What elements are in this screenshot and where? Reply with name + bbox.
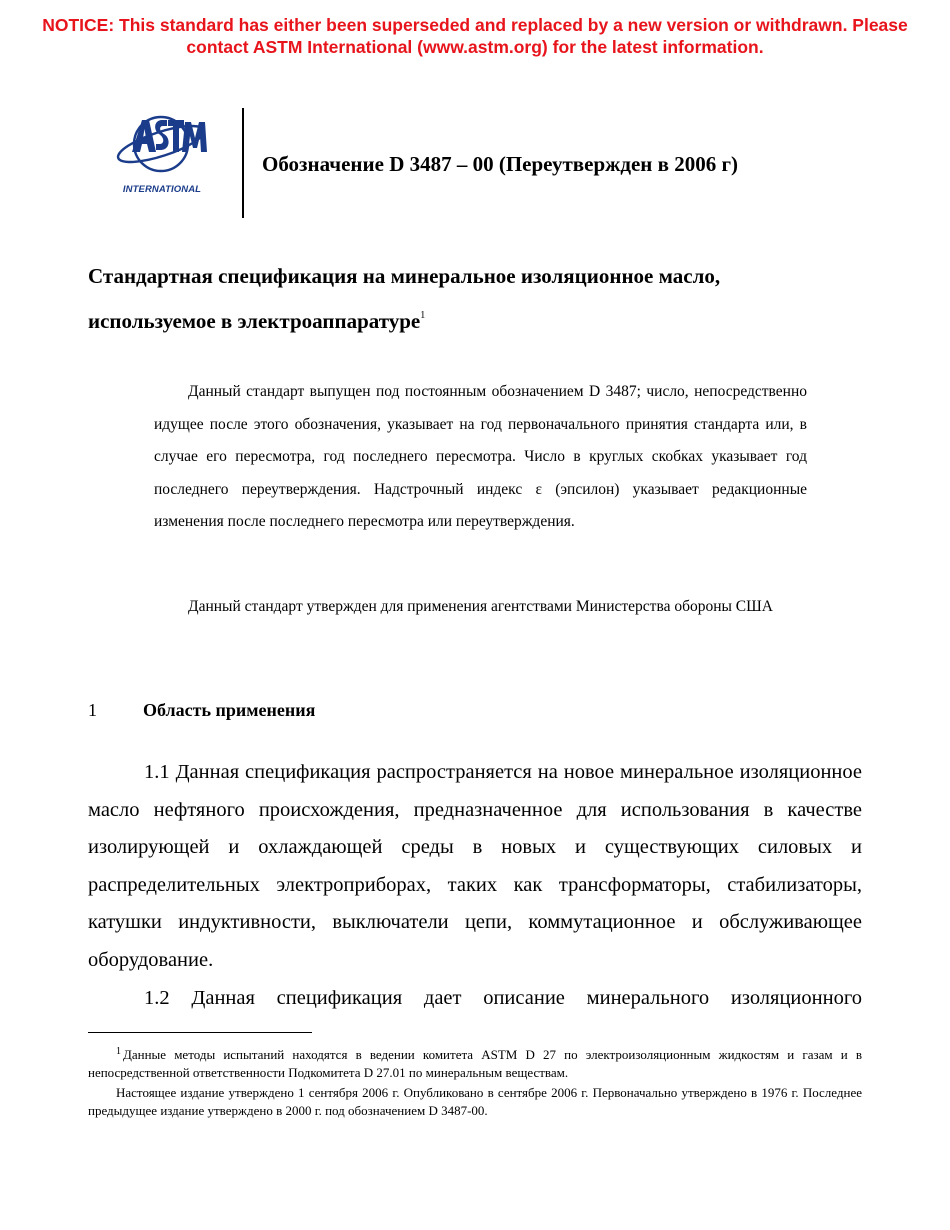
section-number: 1 [88, 700, 97, 720]
footnote-marker: 1 [116, 1046, 121, 1057]
title-footnote-ref: 1 [420, 310, 426, 321]
title-line-2 [88, 296, 868, 341]
logo-caption: INTERNATIONAL [122, 184, 202, 195]
header-divider [242, 108, 244, 218]
preamble-paragraph-2: Данный стандарт утвержден для применения агентствами Министерства обороны США [188, 598, 773, 615]
notice-line-1: NOTICE: This standard has either been superseded and replaced by a new version or withdrawn. Please [42, 15, 908, 35]
paragraph-1-1: 1.1 Данная спецификация распространяется на новое минеральное изоляционное масло нефтяного происхождения, предназначенное для использования в качестве изолирующей и охлаждающей среды в новых и существующих силовых и распределительных электроприборах, таких как трансформаторы, стабилизаторы, катушки индуктивности, выключатели цепи, коммутационное и обслуживающее оборудование. [88, 761, 862, 971]
preamble-paragraph-1: Данный стандарт выпущен под постоянным обозначением D 3487; число, непосредственно идущее после этого обозначения, указывает на год первоначального принятия стандарта или, в случае его пересмотра, год последнего пересмотра. Число в круглых скобках указывает год последнего переутверждения. Надстрочный индекс ε (эпсилон) указывает редакционные изменения после последнего пересмотра или переутверждения. [154, 383, 807, 530]
footnote-separator [88, 1032, 312, 1033]
notice-line-2: contact ASTM International (www.astm.org) for the latest information. [186, 37, 764, 57]
title-line-1: Стандартная спецификация на минеральное изоляционное масло, [88, 264, 721, 288]
footnote-2: Настоящее издание утверждено 1 сентября 2006 г. Опубликовано в сентябре 2006 г. Первоначально утверждено в 1976 г. Последнее предыдущее издание утверждено в 2000 г. под обозначением D 3487-00. [88, 1085, 862, 1118]
document-title [88, 256, 868, 341]
standard-designation: Обозначение D 3487 – 00 (Переутвержден в 2006 г) [262, 152, 739, 176]
title-line-2-text: используемое в электроаппаратуре [88, 309, 421, 333]
paragraph-1-2: 1.2 Данная спецификация дает описание минерального изоляционного [144, 987, 862, 1009]
footnote-1-text: Данные методы испытаний находятся в ведении комитета ASTM D 27 по электроизоляционным жидкостям и газам и в непосредственной ответственности Подкомитета D 27.01 по минеральным веществам. [88, 1047, 862, 1080]
section-title: Область применения [143, 700, 316, 720]
withdrawal-notice [0, 14, 950, 58]
footnote-1 [88, 1043, 862, 1081]
